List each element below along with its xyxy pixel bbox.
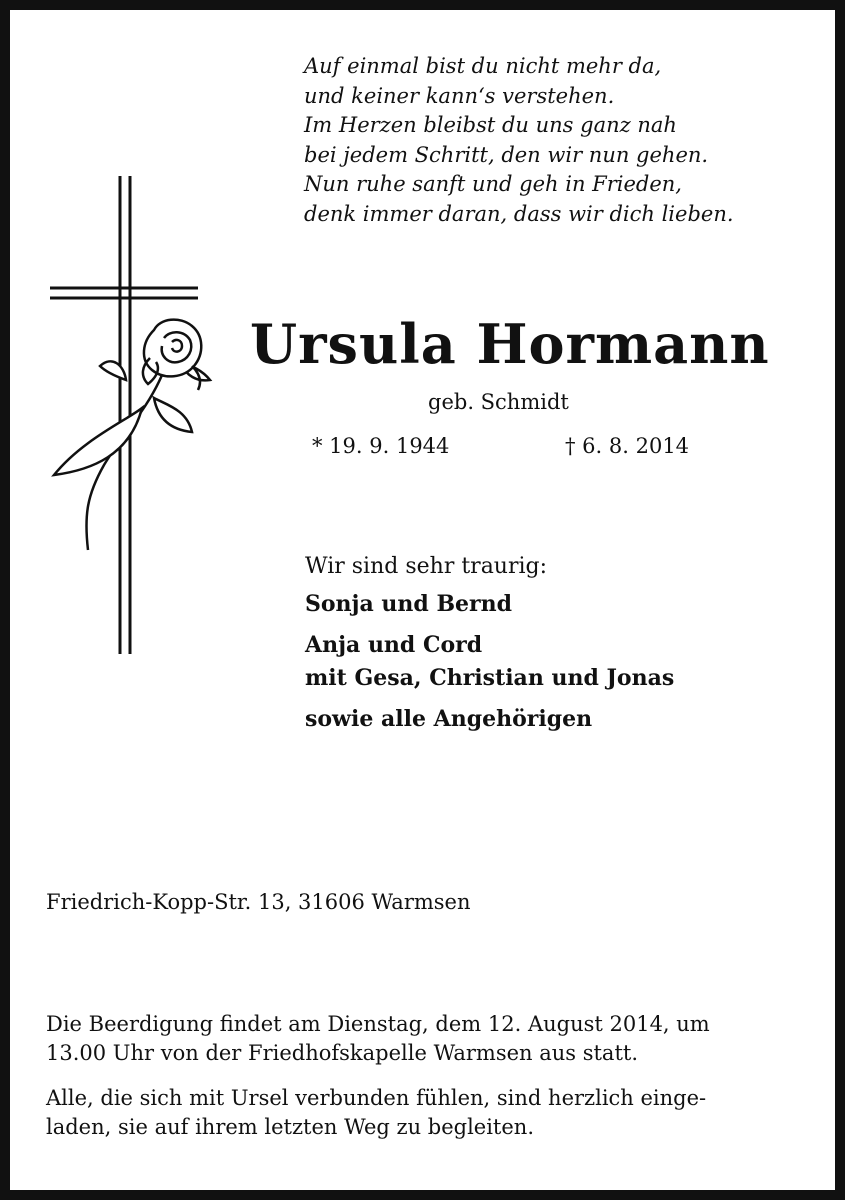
funeral-notice — [46, 1010, 806, 1068]
funeral-line: Die Beerdigung findet am Dienstag, dem 12. August 2014, um — [46, 1012, 710, 1036]
mourner-line: mit Gesa, Christian und Jonas — [305, 665, 675, 691]
funeral-line: 13.00 Uhr von der Friedhofskapelle Warmsen aus statt. — [46, 1041, 639, 1065]
death-date: † 6. 8. 2014 — [565, 434, 690, 458]
poem-line: denk immer daran, dass wir dich lieben. — [304, 201, 734, 226]
mourner-group — [305, 703, 815, 736]
memorial-poem — [304, 52, 824, 230]
mourners-intro: Wir sind sehr traurig: — [305, 554, 548, 579]
deceased-name: Ursula Hormann — [250, 312, 770, 376]
poem-line: Auf einmal bist du nicht mehr da, — [304, 54, 662, 78]
birth-date: * 19. 9. 1944 — [312, 434, 450, 458]
mourner-line: Anja und Cord — [305, 632, 483, 658]
poem-line: Im Herzen bleibst du uns ganz nah — [304, 113, 677, 138]
maiden-name: geb. Schmidt — [428, 390, 569, 414]
poem-line: und keiner kann‘s verstehen. — [304, 83, 615, 108]
poem-line: bei jedem Schritt, den wir nun gehen. — [304, 142, 709, 167]
invitation-line: laden, sie auf ihrem letzten Weg zu begleiten. — [46, 1115, 535, 1139]
invitation-notice — [46, 1084, 806, 1142]
family-address: Friedrich-Kopp-Str. 13, 31606 Warmsen — [46, 890, 471, 914]
poem-line: Nun ruhe sanft und geh in Frieden, — [304, 172, 682, 197]
mourner-group — [305, 629, 815, 695]
mourner-line: Sonja und Bernd — [305, 591, 513, 617]
mourners-list — [305, 552, 815, 744]
invitation-line: Alle, die sich mit Ursel verbunden fühlen, sind herzlich einge- — [46, 1086, 707, 1110]
mourner-line: sowie alle Angehörigen — [305, 706, 593, 732]
cross-with-rose-icon — [42, 170, 222, 660]
mourner-group — [305, 588, 815, 621]
